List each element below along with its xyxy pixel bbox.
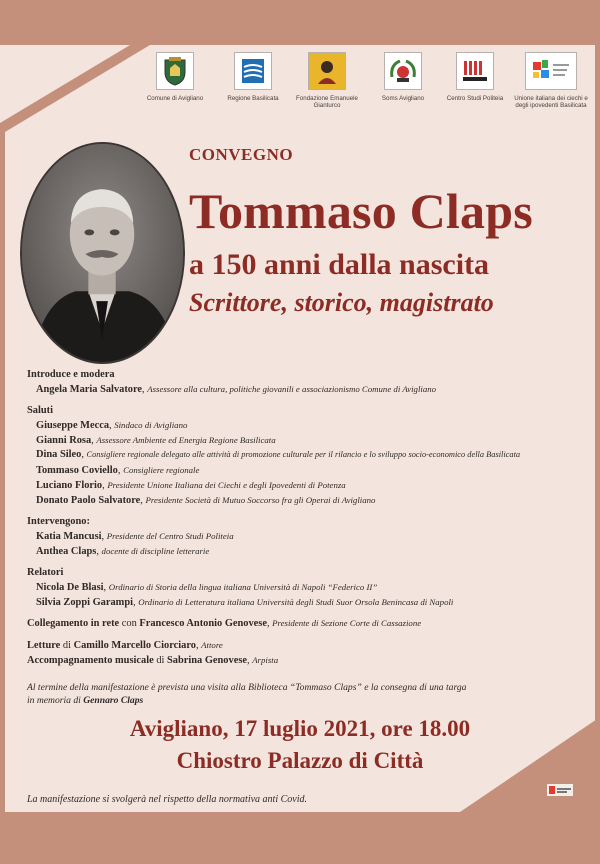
list-item: Angela Maria Salvatore, Assessore alla cultura, politiche giovanili e associazionismo Comune di Avigliano <box>36 384 437 396</box>
speaker-role: Assessore Ambiente ed Energia Regione Basilicata <box>96 435 276 446</box>
speaker-role: Consigliere regionale <box>123 464 200 475</box>
musica-label: Accompagnamento musicale <box>27 655 154 667</box>
regione-basilicata-icon <box>234 52 272 90</box>
page-title: Tommaso Claps <box>189 183 533 239</box>
speaker-name: Sabrina Genovese <box>167 655 247 667</box>
speaker-role: docente di discipline letterarie <box>101 546 210 557</box>
speaker-role: Assessore alla cultura, politiche giovanili e associazionismo Comune di Avigliano <box>147 384 437 395</box>
connector-word: con <box>121 618 137 630</box>
unione-ciechi-icon <box>525 52 577 90</box>
event-place: Chiostro Palazzo di Città <box>176 748 424 773</box>
list-item: Gianni Rosa, Assessore Ambiente ed Energia Regione Basilicata <box>36 435 276 447</box>
connector-word: di <box>156 655 165 667</box>
logo-caption: Fondazione Emanuele Gianturco <box>296 95 358 110</box>
speaker-name: Giuseppe Mecca <box>36 419 110 431</box>
closing-line-1: Al termine della manifestazione è prevista una visita alla Biblioteca “Tommaso Claps” e la consegna di una targa <box>27 682 467 694</box>
covid-note: La manifestazione si svolgerà nel rispetto della normativa anti Covid. <box>27 794 307 805</box>
section-heading-saluti: Saluti <box>27 404 53 416</box>
list-item: Luciano Florio, Presidente Unione Italiana dei Ciechi e degli Ipovedenti di Potenza <box>36 480 346 492</box>
speaker-name: Camillo Marcello Ciorciaro <box>73 639 196 651</box>
logo-regione-basilicata <box>218 52 288 102</box>
connector-word: di <box>62 639 71 651</box>
logo-caption: Comune di Avigliano <box>146 95 204 102</box>
logo-caption: Unione italiana dei ciechi e degli ipovedenti Basilicata <box>514 95 588 110</box>
speaker-role: Presidente del Centro Studi Politeia <box>106 530 234 541</box>
speaker-name: Gianni Rosa <box>36 435 92 447</box>
sponsor-logos <box>140 52 590 122</box>
speaker-role: Presidente Unione Italiana dei Ciechi e degli Ipovedenti di Potenza <box>107 480 346 491</box>
logo-caption: Regione Basilicata <box>227 95 279 102</box>
coat-of-arms-avigliano-icon <box>156 52 194 90</box>
bottom-band <box>0 812 600 864</box>
speaker-role: Ordinario di Storia della lingua italiana Università di Napoli “Federico II” <box>108 581 378 592</box>
portrait-illustration <box>22 144 183 362</box>
speaker-name: Luciano Florio <box>36 480 103 492</box>
section-heading-introduce: Introduce e modera <box>27 369 115 380</box>
section-heading-relatori: Relatori <box>27 566 64 578</box>
event-type-label: CONVEGNO <box>189 145 294 164</box>
list-item: Silvia Zoppi Garampi, Ordinario di Letteratura italiana Università degli Studi Suor Orsola Benincasa di Napoli <box>36 597 454 609</box>
list-item: Donato Paolo Salvatore, Presidente Società di Mutuo Soccorso fra gli Operai di Avigliano <box>36 495 376 507</box>
collegamento-label: Collegamento in rete <box>27 618 120 630</box>
section-heading-intervengono: Intervengono: <box>27 515 90 527</box>
printer-logo-icon <box>545 780 575 800</box>
logo-unione-ciechi <box>512 52 590 109</box>
speaker-name: Dina Sileo <box>36 449 82 461</box>
list-item: Dina Sileo, Consigliere regionale delegato alle attività di promozione culturale per il rilancio e lo sviluppo socio-economico della Basilicata <box>36 449 521 461</box>
speaker-name: Nicola De Blasi <box>36 581 104 593</box>
letture-label: Letture <box>27 639 61 651</box>
soms-avigliano-icon <box>384 52 422 90</box>
speaker-role: Ordinario di Letteratura italiana Università degli Studi Suor Orsola Benincasa di Napoli <box>138 597 454 608</box>
politeia-icon <box>456 52 494 90</box>
musica-line: Accompagnamento musicale di Sabrina Genovese, Arpista <box>27 655 279 667</box>
speaker-name: Tommaso Coviello <box>36 464 118 476</box>
portrait-photo <box>20 142 185 364</box>
speaker-role: Consigliere regionale delegato alle attività di promozione culturale per il rilancio e lo sviluppo socio-economico della Basilicata <box>86 450 521 460</box>
closing-line-2 <box>27 694 587 707</box>
event-date: Avigliano, 17 luglio 2021, ore 18.00 <box>129 716 471 741</box>
letture-line: Letture di Camillo Marcello Ciorciaro, Attore <box>27 639 223 651</box>
speaker-name: Anthea Claps <box>36 546 97 558</box>
logo-caption: Centro Studi Politeia <box>446 95 504 102</box>
logo-politeia <box>440 52 510 102</box>
list-item: Giuseppe Mecca, Sindaco di Avigliano <box>36 419 188 431</box>
page-tagline: Scrittore, storico, magistrato <box>189 288 494 317</box>
memorial-name: Gennaro Claps <box>83 695 144 707</box>
page-subtitle: a 150 anni dalla nascita <box>189 248 490 281</box>
speaker-role: Attore <box>201 639 223 650</box>
speaker-role: Presidente di Sezione Corte di Cassazione <box>272 618 422 629</box>
collegamento-line: Collegamento in rete con Francesco Antonio Genovese, Presidente di Sezione Corte di Cassazione <box>27 618 422 630</box>
list-item: Tommaso Coviello, Consigliere regionale <box>36 464 200 476</box>
closing-prefix: in memoria di <box>27 695 81 707</box>
speaker-role: Arpista <box>252 655 279 666</box>
program <box>27 368 587 707</box>
list-item: Katia Mancusi, Presidente del Centro Studi Politeia <box>36 530 234 542</box>
fondazione-gianturco-icon <box>308 52 346 90</box>
logo-caption: Soms Avigliano <box>381 95 425 102</box>
logo-fondazione-gianturco <box>292 52 362 109</box>
list-item: Nicola De Blasi, Ordinario di Storia della lingua italiana Università di Napoli “Federico II” <box>36 581 378 593</box>
closing-note <box>27 681 587 707</box>
logo-soms-avigliano <box>368 52 438 102</box>
logo-comune-avigliano <box>140 52 210 102</box>
speaker-name: Donato Paolo Salvatore <box>36 495 141 507</box>
speaker-name: Angela Maria Salvatore <box>36 384 143 396</box>
speaker-name: Katia Mancusi <box>36 530 102 542</box>
speaker-role: Sindaco di Avigliano <box>114 419 188 430</box>
speaker-name: Silvia Zoppi Garampi <box>36 597 134 609</box>
list-item: Anthea Claps, docente di discipline letterarie <box>36 546 210 558</box>
speaker-name: Francesco Antonio Genovese <box>139 618 267 630</box>
speaker-role: Presidente Società di Mutuo Soccorso fra gli Operai di Avigliano <box>145 495 376 506</box>
top-band <box>0 0 600 45</box>
